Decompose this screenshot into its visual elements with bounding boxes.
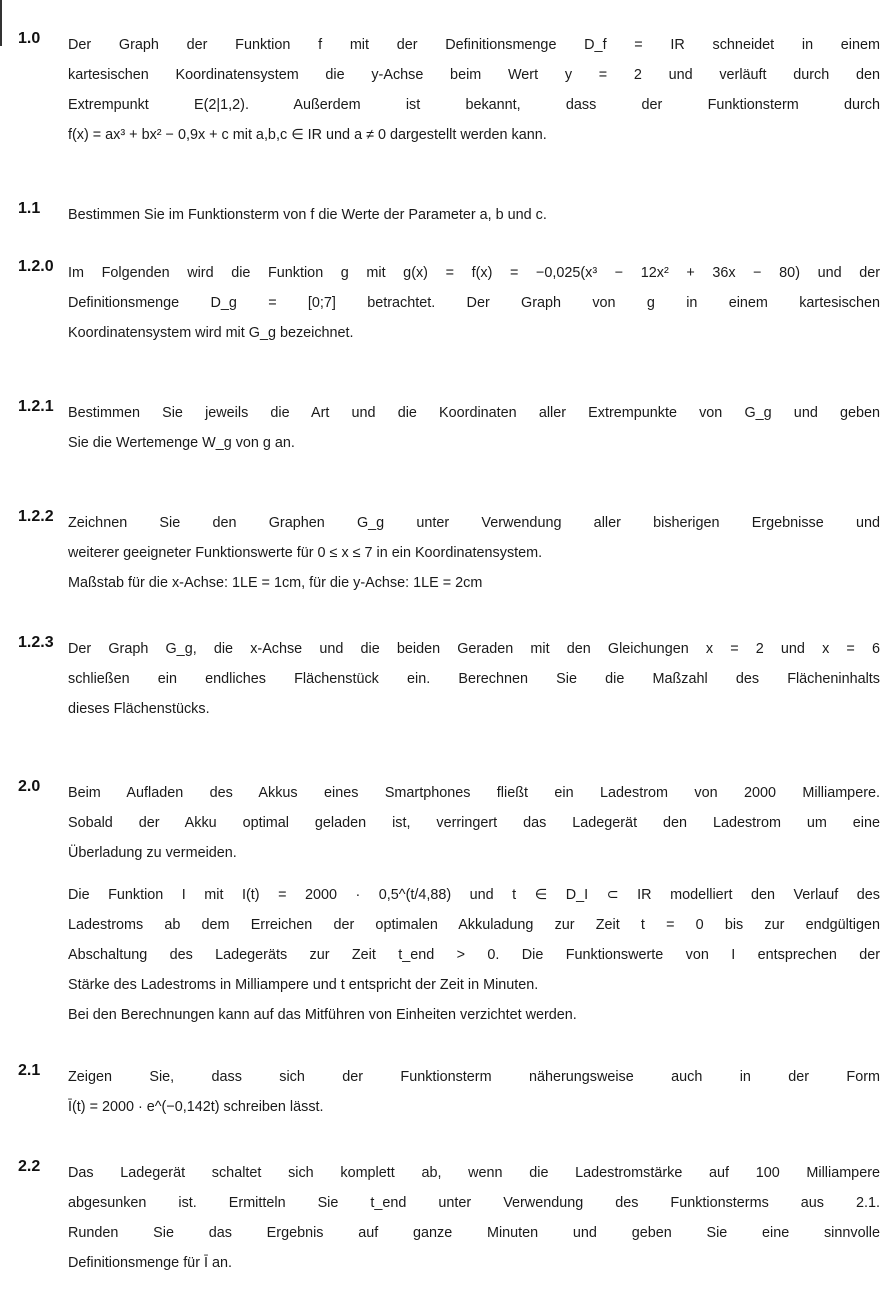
text-line: Definitionsmenge D_g = [0;7] betrachtet. Der Graph von g in einem kartesischen <box>68 295 880 311</box>
text-line: Im Folgenden wird die Funktion g mit g(x) = f(x) = −0,025(x³ − 12x² + 36x − 80) und der <box>68 265 880 281</box>
task-number: 2.0 <box>18 778 41 795</box>
text-line: Der Graph G_g, die x-Achse und die beiden Geraden mit den Gleichungen x = 2 und x = 6 <box>68 641 880 657</box>
task-1-2-0 <box>18 258 880 348</box>
text-line: Sie die Wertemenge W_g von g an. <box>68 435 295 451</box>
task-number: 1.1 <box>18 200 41 217</box>
text-line: Das Ladegerät schaltet sich komplett ab, wenn die Ladestromstärke auf 100 Milliampere <box>68 1165 880 1181</box>
text-line: Sobald der Akku optimal geladen ist, verringert das Ladegerät den Ladestrom um eine <box>68 815 880 831</box>
task-2-2 <box>18 1158 880 1278</box>
text-line: Maßstab für die x-Achse: 1LE = 1cm, für die y-Achse: 1LE = 2cm <box>68 575 483 591</box>
task-1-2-3 <box>18 634 880 724</box>
text-line: Extrempunkt E(2|1,2). Außerdem ist bekannt, dass der Funktionsterm durch <box>68 97 880 113</box>
text-line: Runden Sie das Ergebnis auf ganze Minuten und geben Sie eine sinnvolle <box>68 1225 880 1241</box>
text-line: Bestimmen Sie im Funktionsterm von f die Werte der Parameter a, b und c. <box>68 207 547 223</box>
text-line: Zeichnen Sie den Graphen G_g unter Verwendung aller bisherigen Ergebnisse und <box>68 515 880 531</box>
text-line: Stärke des Ladestroms in Milliampere und t entspricht der Zeit in Minuten. <box>68 977 539 993</box>
task-1-2-2 <box>18 508 880 598</box>
text-line: Der Graph der Funktion f mit der Definitionsmenge D_f = IR schneidet in einem <box>68 37 880 53</box>
task-number: 1.2.1 <box>18 398 54 415</box>
text-line: Die Funktion I mit I(t) = 2000 · 0,5^(t/4,88) und t ∈ D_I ⊂ IR modelliert den Verlauf des <box>68 887 880 903</box>
task-number: 1.2.3 <box>18 634 54 651</box>
task-number: 1.0 <box>18 30 41 47</box>
text-line: Beim Aufladen des Akkus eines Smartphones fließt ein Ladestrom von 2000 Milliampere. <box>68 785 880 801</box>
task-2-0 <box>18 778 880 1030</box>
task-1-0 <box>18 30 880 150</box>
text-line: Zeigen Sie, dass sich der Funktionsterm näherungsweise auch in der Form <box>68 1069 880 1085</box>
page-edge-line <box>0 0 2 46</box>
task-1-1 <box>18 200 880 230</box>
text-line: Ladestroms ab dem Erreichen der optimalen Akkuladung zur Zeit t = 0 bis zur endgültigen <box>68 917 880 933</box>
text-line: f(x) = ax³ + bx² − 0,9x + c mit a,b,c ∈ IR und a ≠ 0 dargestellt werden kann. <box>68 127 547 143</box>
text-line: Koordinatensystem wird mit G_g bezeichnet. <box>68 325 354 341</box>
text-line: Ī(t) = 2000 · e^(−0,142t) schreiben lässt. <box>68 1099 324 1115</box>
text-line: weiterer geeigneter Funktionswerte für 0 ≤ x ≤ 7 in ein Koordinatensystem. <box>68 545 543 561</box>
text-line: Definitionsmenge für Ī an. <box>68 1255 232 1271</box>
text-line: dieses Flächenstücks. <box>68 701 210 717</box>
text-line: Überladung zu vermeiden. <box>68 845 237 861</box>
text-line: schließen ein endliches Flächenstück ein. Berechnen Sie die Maßzahl des Flächeninhalts <box>68 671 880 687</box>
text-line: Abschaltung des Ladegeräts zur Zeit t_end > 0. Die Funktionswerte von I entsprechen der <box>68 947 880 963</box>
task-number: 1.2.0 <box>18 258 54 275</box>
task-number: 2.1 <box>18 1062 41 1079</box>
text-line: kartesischen Koordinatensystem die y-Achse beim Wert y = 2 und verläuft durch den <box>68 67 880 83</box>
text-line: abgesunken ist. Ermitteln Sie t_end unter Verwendung des Funktionsterms aus 2.1. <box>68 1195 880 1211</box>
task-1-2-1 <box>18 398 880 458</box>
task-2-1 <box>18 1062 880 1122</box>
text-line: Bestimmen Sie jeweils die Art und die Koordinaten aller Extrempunkte von G_g und geben <box>68 405 880 421</box>
task-number: 2.2 <box>18 1158 41 1175</box>
text-line: Bei den Berechnungen kann auf das Mitführen von Einheiten verzichtet werden. <box>68 1007 577 1023</box>
task-number: 1.2.2 <box>18 508 54 525</box>
